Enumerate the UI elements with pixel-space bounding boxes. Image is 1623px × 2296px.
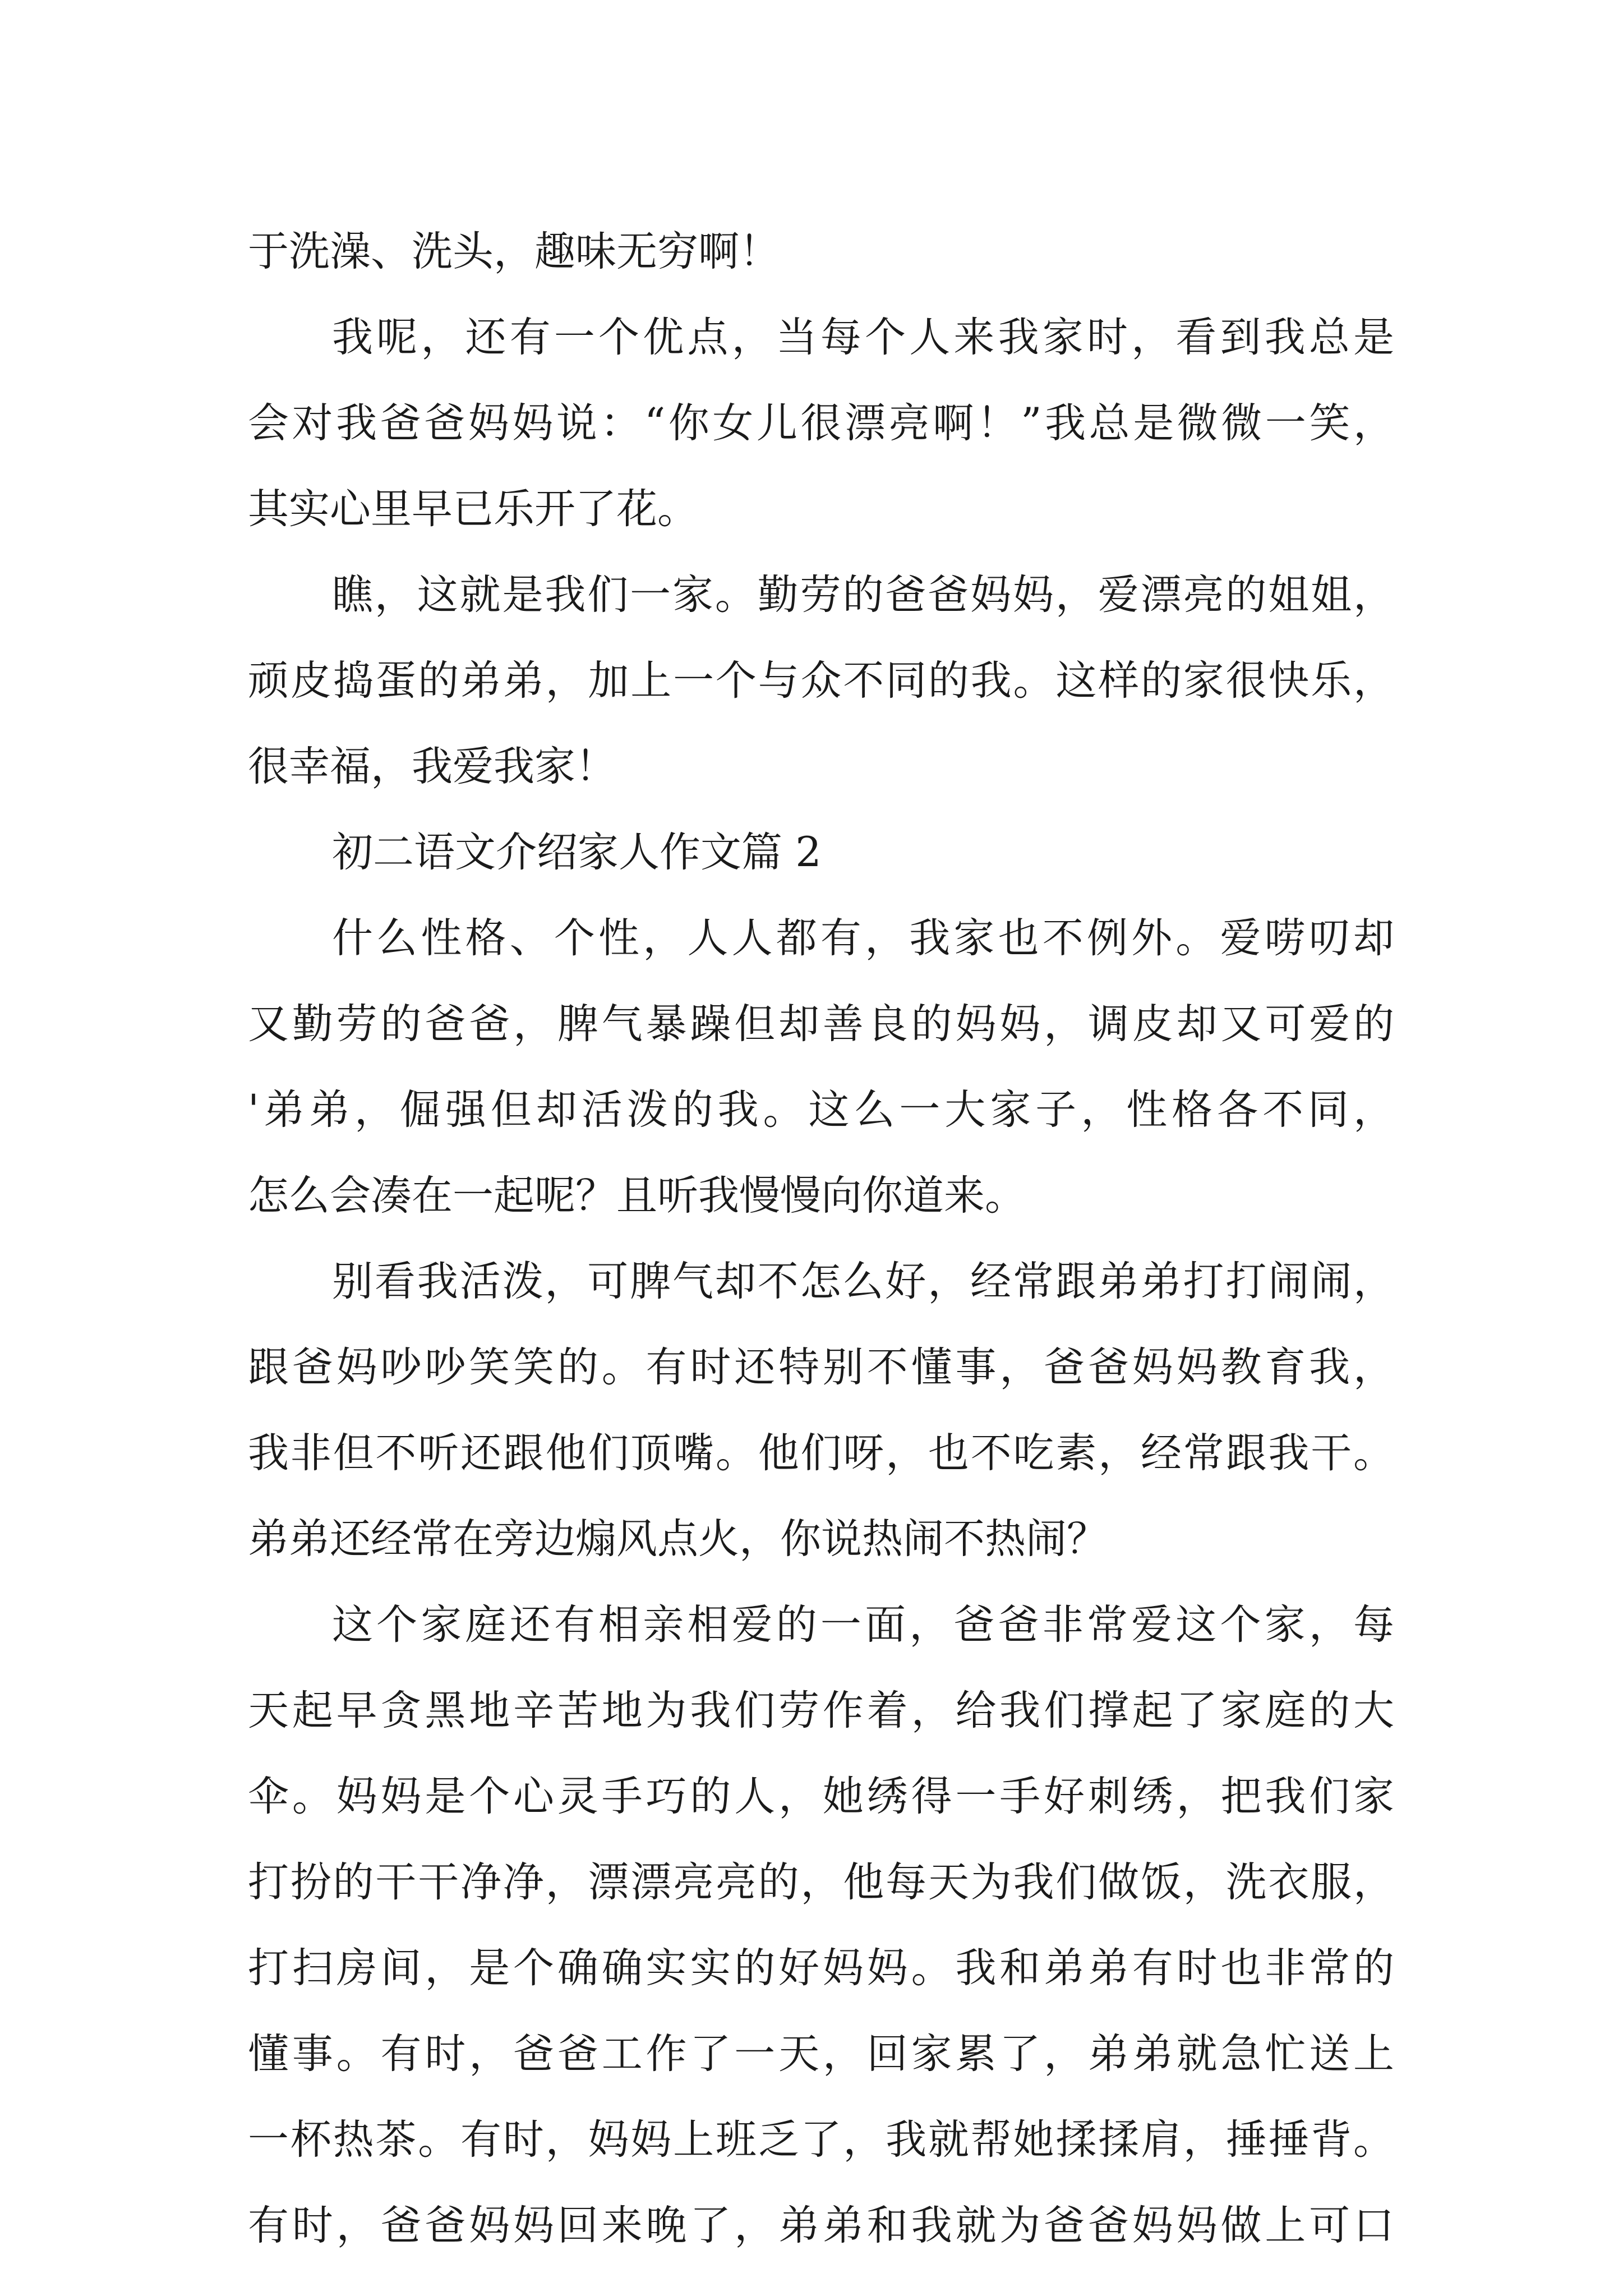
- paragraph-line: 伞。妈妈是个心灵手巧的人，她绣得一手好刺绣，把我们家: [248, 1773, 1394, 1820]
- paragraph-line: '弟弟，倔强但却活泼的我。这么一大家子，性格各不同，: [248, 1086, 1394, 1134]
- paragraph-line: 瞧，这就是我们一家。勤劳的爸爸妈妈，爱漂亮的姐姐，: [332, 571, 1394, 619]
- paragraph-line: 于洗澡、洗头，趣味无穷啊！: [248, 228, 780, 275]
- paragraph-line: 会对我爸爸妈妈说：“你女儿很漂亮啊！”我总是微微一笑，: [248, 399, 1394, 447]
- paragraph-line: 跟爸妈吵吵笑笑的。有时还特别不懂事，爸爸妈妈教育我，: [248, 1343, 1394, 1391]
- paragraph-line: 打扫房间，是个确确实实的好妈妈。我和弟弟有时也非常的: [248, 1944, 1394, 1992]
- essay-body: [248, 209, 1394, 2269]
- paragraph-line: 顽皮捣蛋的弟弟，加上一个与众不同的我。这样的家很快乐，: [248, 657, 1394, 705]
- paragraph-line: 天起早贪黑地辛苦地为我们劳作着，给我们撑起了家庭的大: [248, 1687, 1394, 1734]
- paragraph-line: 什么性格、个性，人人都有，我家也不例外。爱唠叨却: [332, 914, 1394, 962]
- paragraph-line: 我非但不听还跟他们顶嘴。他们呀，也不吃素，经常跟我干。: [248, 1429, 1394, 1477]
- paragraph-line: 我呢，还有一个优点，当每个人来我家时，看到我总是: [332, 314, 1394, 361]
- paragraph-line: 其实心里早已乐开了花。: [248, 485, 698, 533]
- section-heading: 初二语文介绍家人作文篇 2: [332, 829, 822, 876]
- paragraph-line: 一杯热茶。有时，妈妈上班乏了，我就帮她揉揉肩，捶捶背。: [248, 2116, 1394, 2164]
- paragraph-line: 懂事。有时，爸爸工作了一天，回家累了，弟弟就急忙送上: [248, 2030, 1394, 2078]
- paragraph-line: 弟弟还经常在旁边煽风点火，你说热闹不热闹？: [248, 1515, 1108, 1563]
- paragraph-line: 别看我活泼，可脾气却不怎么好，经常跟弟弟打打闹闹，: [332, 1258, 1394, 1305]
- paragraph-line: 又勤劳的爸爸，脾气暴躁但却善良的妈妈，调皮却又可爱的: [248, 1000, 1394, 1048]
- paragraph-line: 这个家庭还有相亲相爱的一面，爸爸非常爱这个家，每: [332, 1601, 1394, 1649]
- paragraph-line: 打扮的干干净净，漂漂亮亮的，他每天为我们做饭，洗衣服，: [248, 1858, 1394, 1906]
- paragraph-line: 有时，爸爸妈妈回来晚了，弟弟和我就为爸爸妈妈做上可口: [248, 2202, 1394, 2249]
- paragraph-line: 怎么会凑在一起呢？且听我慢慢向你道来。: [248, 1172, 1026, 1220]
- paragraph-line: 很幸福，我爱我家！: [248, 743, 616, 790]
